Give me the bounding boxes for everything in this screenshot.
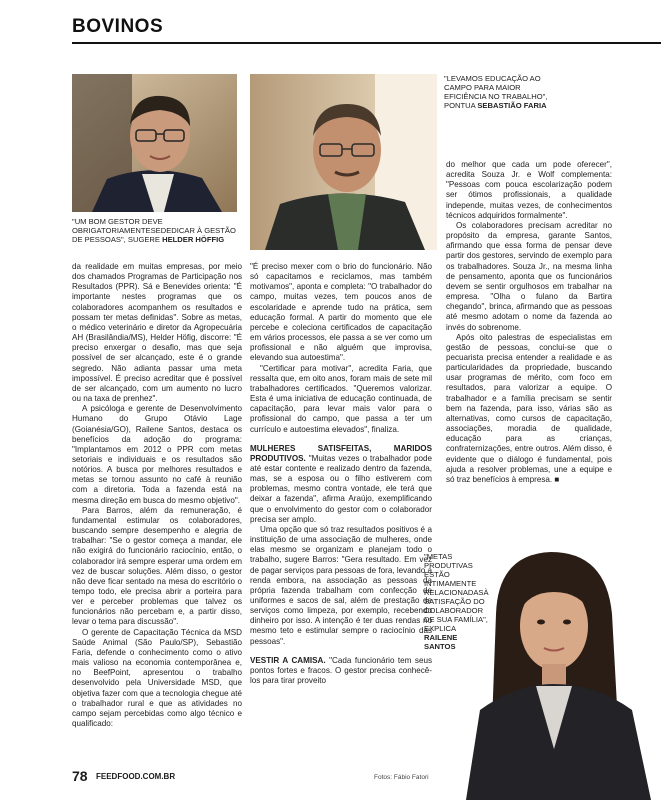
article-column-3: [446, 160, 612, 485]
paragraph: da realidade em muitas empresas, por meio dos chamados Programas de Participação nos Resultados (PPR). Sá e Benevides orienta: "É importante nestes programas que os colaboradores acompanhem os resultados e possam ter metas definidas". Sobre as metas, o médico veterinário e diretor da Agropecuária AH (Brasilândia/MS), Helder Höfig, discorre: "É preciso enxergar o desafio, mas que seja possível de ser alcançado, este é o grande segredo. Não adianta passar uma meta impossível. É preciso acreditar que é possível de ser alcançado, com um aumento no lucro ou na taxa de prenhez".: [72, 262, 242, 404]
subhead-paragraph: [250, 444, 432, 525]
subhead-vestir: VESTIR A CAMISA.: [250, 655, 326, 665]
photo-helder-hoffig: [72, 74, 237, 212]
caption-sebastiao: [444, 74, 562, 110]
subhead-paragraph: [250, 656, 432, 686]
header-rule: [72, 42, 661, 44]
subhead-body: "Muitas vezes o trabalhador pode até estar contente e realizado dentro da fazenda, mas, se a esposa ou o filho estiverem com problemas, mesmo contra vontade, ele terá que deixar a fazenda", afirma Araújo, exemplificando que o envolvimento do gestor com o colaborador precisa ser amplo.: [250, 453, 432, 524]
paragraph: Após oito palestras de especialistas em gestão de pessoas, conclui-se que o pecuarista precisa entender a realidade e as particularidades da propriedade, buscando usar programas de mérito, com foco em resultados, para valorizar a equipe. O trabalhador e a família precisam se sentir bem na fazenda, para isso, várias são as alternativas, como cursos de capacitação, associações, moradia de qualidade, educação para as crianças, confraternizações, entre outros. Além disso, é evidente que o diálogo é fundamental, pois ajuda a resolver problemas, une a equipe e só traz benefícios à empresa. ■: [446, 332, 612, 484]
photo-railene-santos: [456, 534, 661, 800]
paragraph: A psicóloga e gerente de Desenvolvimento Humano do Grupo Otávio Lage (Goianésia/GO), Railene Santos, destaca os benefícios da adoção do programa: "Implantamos em 2012 o PPR com metas setoriais e individuais e os resultados são notórios. A busca por melhores resultados e metas se tornou assunto no café à reunião com a diretoria. Toda a fazenda está na mesma direção em busca do mesmo objetivo".: [72, 404, 242, 505]
subhead-mulheres: MULHERES SATISFEITAS, MARIDOS PRODUTIVOS.: [250, 443, 432, 463]
caption-name: HELDER HÖFFIG: [162, 235, 225, 244]
article-column-1: [72, 262, 242, 729]
paragraph: Para Barros, além da remuneração, é fundamental estimular os colaboradores, buscando sempre desempenho e alegria de trabalhar: "Se o gestor começa a mandar, ele não exigirá do funcionário raciocínio, então, o colaborador irá sempre esperar uma ordem em vez de buscar soluções. Além disso, o gestor não deve ficar sentado na mesa do escritório o tempo todo, ele precisa abrir a porteira para ver e perceber problemas que talvez os funcionários não percebam e, a partir disso, levar o tema para discussão".: [72, 505, 242, 627]
paragraph: Os colaboradores precisam acreditar no propósito da empresa, garante Santos, afirmando que essa forma de pensar deve partir dos gestores, servindo de exemplo para os trabalhadores. Souza Jr., na mesma linha de pensamento, aponta que os funcionários devem se sentir orgulhosos em trabalhar na empresa. "Olha o fulano da Bartira chegando", brinca, afirmando que as pessoas até mesmo adotam o nome da fazenda ao invés do sobrenome.: [446, 220, 612, 332]
paragraph: do melhor que cada um pode oferecer", acredita Souza Jr. e Wolf complementa: "Pessoas com pouca escolarização podem ser ótimos profissionais, a qualidade independe, muitas vezes, de conhecimentos técnicos adquiridos formalmente".: [446, 160, 612, 220]
paragraph: Uma opção que só traz resultados positivos é a instituição de uma associação de mulheres, onde elas mesmo se organizam e planejam todo o trabalho, sugere Barros: "Gera resultado. Em vez de pagar serviços para pessoas de fora, levando a renda embora, na associação as pessoas da própria fazenda trabalham com confecção de uniformes e sacos de sal, além de prestação de serviços como limpeza, por exemplo, recebendo dinheiro por isso. A intenção é ter duas rendas no mesmo teto e estimular sempre o raciocínio das pessoas".: [250, 524, 432, 646]
photo-credit: Fotos: Fábio Fatori: [374, 774, 429, 781]
caption-name: SEBASTIÃO FARIA: [477, 101, 547, 110]
subhead-body: "Cada funcionário tem seus pontos fortes e fracos. O gestor precisa conhecê-los para tirar proveito: [250, 655, 433, 686]
caption-name: RAILENE SANTOS: [424, 633, 458, 651]
page-number: 78: [72, 768, 88, 784]
caption-quote: "UM BOM GESTOR DEVE OBRIGATORIAMENTESEDEDICAR À GESTÃO DE PESSOAS",: [72, 217, 236, 244]
caption-helder: [72, 217, 242, 244]
caption-quote: "METAS PRODUTIVAS ESTÃO INTIMAMENTE RELACIONADASÀ SATISFAÇÃO DO COLABORADOR DE SUA FAMÍLIA",: [424, 552, 489, 624]
article-column-2: [250, 262, 432, 686]
paragraph: O gerente de Capacitação Técnica da MSD Saúde Animal (São Paulo/SP), Sebastião Faria, defende o conhecimento como o ativo mais valioso na economia contemporânea e, no BeefPoint, apresentou o trabalho desenvolvido pela Universidade MSD, que objetiva fazer com que a tecnologia chegue até o trabalhador rural e que as atividades no campo sejam percebidas como algo técnico e qualificado:: [72, 627, 242, 729]
caption-attribution: SUGERE: [127, 235, 160, 244]
photo-sebastiao-faria: [250, 74, 437, 250]
paragraph: "Certificar para motivar", acredita Faria, que ressalta que, em oito anos, foram mais de sete mil trabalhadores certificados. "Queremos valorizar. Esta é uma iniciativa de educação continuada, de capacitação, para levar mais valor para o profissional do campo, que passa a ter um currículo e autoestima elevados", finaliza.: [250, 363, 432, 434]
section-title: BOVINOS: [72, 16, 164, 37]
paragraph: "É preciso mexer com o brio do funcionário. Não só capacitamos e reciclamos, mas também motivamos", aponta e completa: "O trabalhador do campo, muitas vezes, tem poucos anos de escolaridade e aprende tudo na prática, sem educação formal. A partir do momento que ele percebe e coleciona certificados de capacitação em vários processos, ele passa a se ver como um profissional e não alguém que improvisa, elevando sua autoestima".: [250, 262, 432, 363]
caption-attribution: EXPLICA: [424, 624, 456, 633]
footer-site: FEEDFOOD.COM.BR: [96, 772, 176, 781]
caption-attribution: PONTUA: [444, 101, 476, 110]
caption-quote: "LEVAMOS EDUCAÇÃO AO CAMPO PARA MAIOR EFICIÊNCIA NO TRABALHO",: [444, 74, 548, 101]
